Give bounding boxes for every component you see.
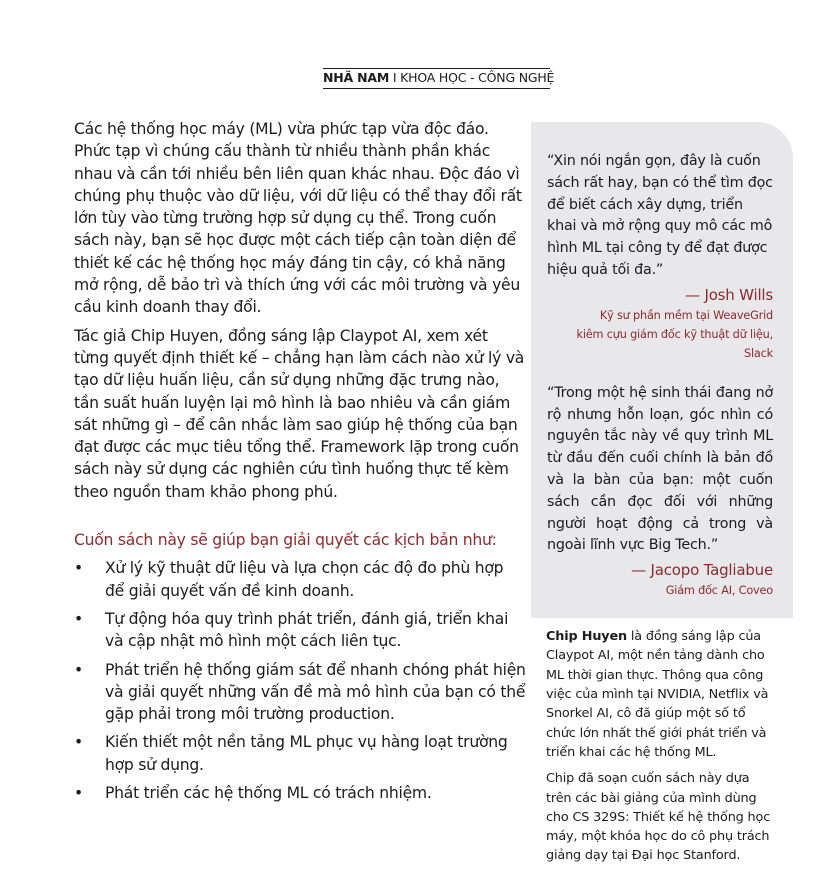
scenarios-list <box>74 557 526 804</box>
header-separator: I <box>389 70 401 85</box>
quote-author: — Jacopo Tagliabue <box>631 561 773 580</box>
bullet-icon: • <box>74 660 83 679</box>
bio-paragraph-1 <box>546 627 776 762</box>
scenarios-title: Cuốn sách này sẽ giúp bạn giải quyết các kịch bản như: <box>74 531 497 550</box>
testimonial-jacopo-tagliabue <box>547 383 773 600</box>
scenario-text: Tự động hóa quy trình phát triển, đánh giá, triển khai và cập nhật mô hình một cách liên tục. <box>105 609 509 651</box>
quote-text: “Trong một hệ sinh thái đang nở rộ nhưng hỗn loạn, góc nhìn có nguyên tắc này về quy trình ML từ đầu đến cuối chính là bản đồ và la bàn của bạn: một cuốn sách cần đọc đối với những người hoạt động cả trong và ngoài lĩnh vực Big Tech.” <box>547 384 773 554</box>
scenario-item <box>74 608 526 653</box>
publisher-header <box>323 68 555 89</box>
bullet-icon: • <box>74 609 83 628</box>
book-description <box>74 118 526 810</box>
publisher-brand: NHÃ NAM <box>323 70 390 85</box>
quote-panel <box>531 122 793 618</box>
bio-paragraph-2: Chip đã soạn cuốn sách này dựa trên các bài giảng của mình dùng cho CS 329S: Thiết kế hệ thống học máy, một khóa học do cô phụ trách giảng dạy tại Đại học Stanford. <box>546 771 771 864</box>
header-category: KHOA HỌC - CÔNG NGHỆ <box>400 70 555 85</box>
scenario-text: Phát triển các hệ thống ML có trách nhiệm. <box>105 784 432 803</box>
sidebar-column <box>531 122 793 873</box>
scenario-text: Xử lý kỹ thuật dữ liệu và lựa chọn các độ đo phù hợp để giải quyết vấn đề kinh doanh. <box>105 559 504 600</box>
quote-author-role: kiêm cựu giám đốc kỹ thuật dữ liệu, Slack <box>576 327 773 360</box>
intro-paragraph-1: Các hệ thống học máy (ML) vừa phức tạp vừa độc đáo. Phức tạp vì chúng cấu thành từ nhiều thành phần khác nhau và cần tới nhiều bên liên quan khác nhau. Độc đáo vì chúng phụ thuộc vào dữ liệu, với dữ liệu có thể thay đổi rất lớn tùy vào từng trường hợp sử dụng cụ thể. Trong cuốn sách này, bạn sẽ học được một cách tiếp cận toàn diện để thiết kế các hệ thống học máy đáng tin cậy, có khả năng mở rộng, dễ bảo trì và thích ứng với các môi trường và yêu cầu kinh doanh thay đổi. <box>74 120 522 317</box>
scenario-text: Phát triển hệ thống giám sát để nhanh chóng phát hiện và giải quyết những vấn đề mà mô hình của bạn có thể gặp phải trong môi trường production. <box>105 660 526 724</box>
bullet-icon: • <box>74 733 83 752</box>
scenario-item <box>74 731 526 776</box>
scenario-item <box>74 782 526 804</box>
bullet-icon: • <box>74 559 83 578</box>
intro-paragraph-2: Tác giả Chip Huyen, đồng sáng lập Claypot AI, xem xét từng quyết định thiết kế – chẳng hạn làm cách nào xử lý và tạo dữ liệu huấn liệu, cần sử dụng những đặc trưng nào, tần suất huấn luyện lại mô hình là bao nhiêu và cần giám sát những gì – để cân nhắc làm sao giúp hệ thống của bạn đạt được các mục tiêu tổng thể. Framework lặp trong cuốn sách này sử dụng các nghiên cứu tình huống thực tế kèm theo nguồn tham khảo phong phú. <box>74 326 525 501</box>
scenario-item <box>74 659 526 726</box>
bio-paragraph-1-text: là đồng sáng lập của Claypot AI, một nền tảng dành cho ML thời gian thực. Thông qua công việc của mình tại NVIDIA, Netflix và Snorkel AI, cô đã giúp một số tổ chức lớn nhất thế giới phát triển và triển khai các hệ thống ML. <box>546 629 769 760</box>
quote-author: — Josh Wills <box>685 285 773 304</box>
quote-author-role: Kỹ sư phần mềm tại WeaveGrid <box>599 308 773 322</box>
quote-text: “Xin nói ngắn gọn, đây là cuốn sách rất hay, bạn có thể tìm đọc để biết cách xây dựng, triển khai và mở rộng quy mô các mô hình ML tại công ty để đạt được hiệu quả tối đa.” <box>547 153 773 278</box>
scenario-item <box>74 557 526 602</box>
quote-author-role: Giám đốc AI, Coveo <box>665 584 773 598</box>
author-name: Chip Huyen <box>546 629 627 645</box>
bullet-icon: • <box>74 784 83 803</box>
scenario-text: Kiến thiết một nền tảng ML phục vụ hàng loạt trường hợp sử dụng. <box>105 733 508 774</box>
testimonial-josh-wills <box>547 151 773 363</box>
author-bio <box>546 627 776 866</box>
